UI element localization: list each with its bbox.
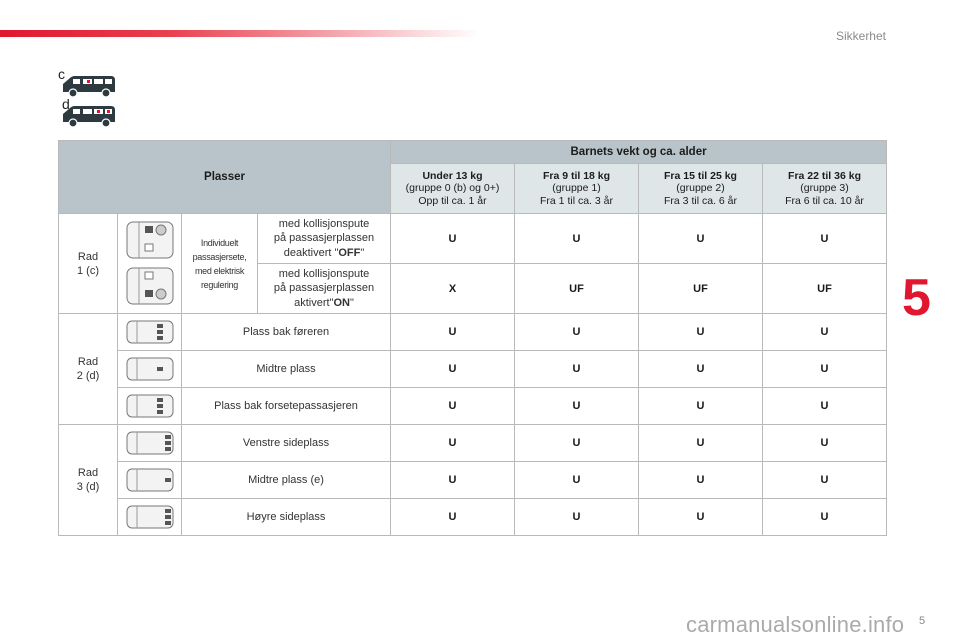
value-cell: U (639, 388, 763, 425)
van-side-icon (61, 102, 117, 128)
value-cell: U (515, 388, 639, 425)
column-header: Fra 9 til 18 kg (gruppe 1) Fra 1 til ca. 3 år (515, 164, 639, 214)
van-top-view-icon (125, 318, 175, 346)
value-cell: U (391, 462, 515, 499)
value-cell: U (515, 351, 639, 388)
seat-diagram-cell (118, 462, 182, 499)
value-cell: U (763, 314, 887, 351)
value-cell: U (763, 499, 887, 536)
value-cell: U (515, 499, 639, 536)
seat-diagram-cell (118, 388, 182, 425)
seat-name: Høyre sideplass (182, 499, 391, 536)
page-number: 5 (919, 615, 926, 627)
van-top-view-icon (125, 503, 175, 531)
value-cell: UF (639, 264, 763, 314)
column-header: Fra 22 til 36 kg (gruppe 3) Fra 6 til ca. 10 år (763, 164, 887, 214)
value-cell: U (515, 314, 639, 351)
seat-name: Plass bak forsetepassasjeren (182, 388, 391, 425)
value-cell: U (515, 462, 639, 499)
value-cell: U (639, 462, 763, 499)
seat-name: Venstre sideplass (182, 425, 391, 462)
child-seat-table (58, 140, 887, 536)
van-side-icon (61, 72, 117, 98)
van-letter-c: c (58, 66, 65, 82)
van-top-view-icon (125, 429, 175, 457)
weight-header: Barnets vekt og ca. alder (391, 141, 887, 164)
seat-diagram-cell (118, 351, 182, 388)
value-cell: U (515, 214, 639, 264)
value-cell: U (391, 351, 515, 388)
van-letter-d: d (62, 96, 70, 112)
value-cell: UF (763, 264, 887, 314)
value-cell: UF (515, 264, 639, 314)
value-cell: U (515, 425, 639, 462)
row-label-2: Rad 2 (d) (59, 314, 118, 425)
places-header: Plasser (59, 141, 391, 214)
value-cell: U (391, 425, 515, 462)
seat-description: Individuelt passasjersete, med elektrisk regulering (182, 214, 258, 314)
value-cell: U (391, 314, 515, 351)
value-cell: U (763, 351, 887, 388)
van-top-view-icon (125, 218, 175, 310)
value-cell: U (391, 388, 515, 425)
value-cell: X (391, 264, 515, 314)
column-header: Fra 15 til 25 kg (gruppe 2) Fra 3 til ca. 6 år (639, 164, 763, 214)
column-header: Under 13 kg (gruppe 0 (b) og 0+) Opp til ca. 1 år (391, 164, 515, 214)
seat-name: Plass bak føreren (182, 314, 391, 351)
red-header-bar (0, 30, 480, 37)
watermark: carmanualsonline.info (686, 612, 905, 637)
van-top-view-icon (125, 466, 175, 494)
airbag-on-condition: med kollisjonspute på passasjerplassen aktivert"ON" (258, 264, 391, 314)
value-cell: U (639, 425, 763, 462)
van-legend (58, 66, 118, 132)
row-label-3: Rad 3 (d) (59, 425, 118, 536)
value-cell: U (391, 214, 515, 264)
seat-name: Midtre plass (e) (182, 462, 391, 499)
value-cell: U (639, 499, 763, 536)
value-cell: U (763, 462, 887, 499)
airbag-off-condition: med kollisjonspute på passasjerplassen deaktivert "OFF" (258, 214, 391, 264)
seat-name: Midtre plass (182, 351, 391, 388)
row-label-1: Rad 1 (c) (59, 214, 118, 314)
value-cell: U (639, 351, 763, 388)
value-cell: U (763, 388, 887, 425)
seat-diagram-cell (118, 425, 182, 462)
value-cell: U (639, 214, 763, 264)
value-cell: U (391, 499, 515, 536)
value-cell: U (639, 314, 763, 351)
van-top-view-icon (125, 392, 175, 420)
van-top-view-icon (125, 355, 175, 383)
value-cell: U (763, 214, 887, 264)
value-cell: U (763, 425, 887, 462)
seat-diagram-cell (118, 314, 182, 351)
section-title: Sikkerhet (835, 29, 886, 43)
seat-diagram-cell (118, 499, 182, 536)
chapter-number: 5 (902, 269, 931, 327)
seat-diagram-cell (118, 214, 182, 314)
